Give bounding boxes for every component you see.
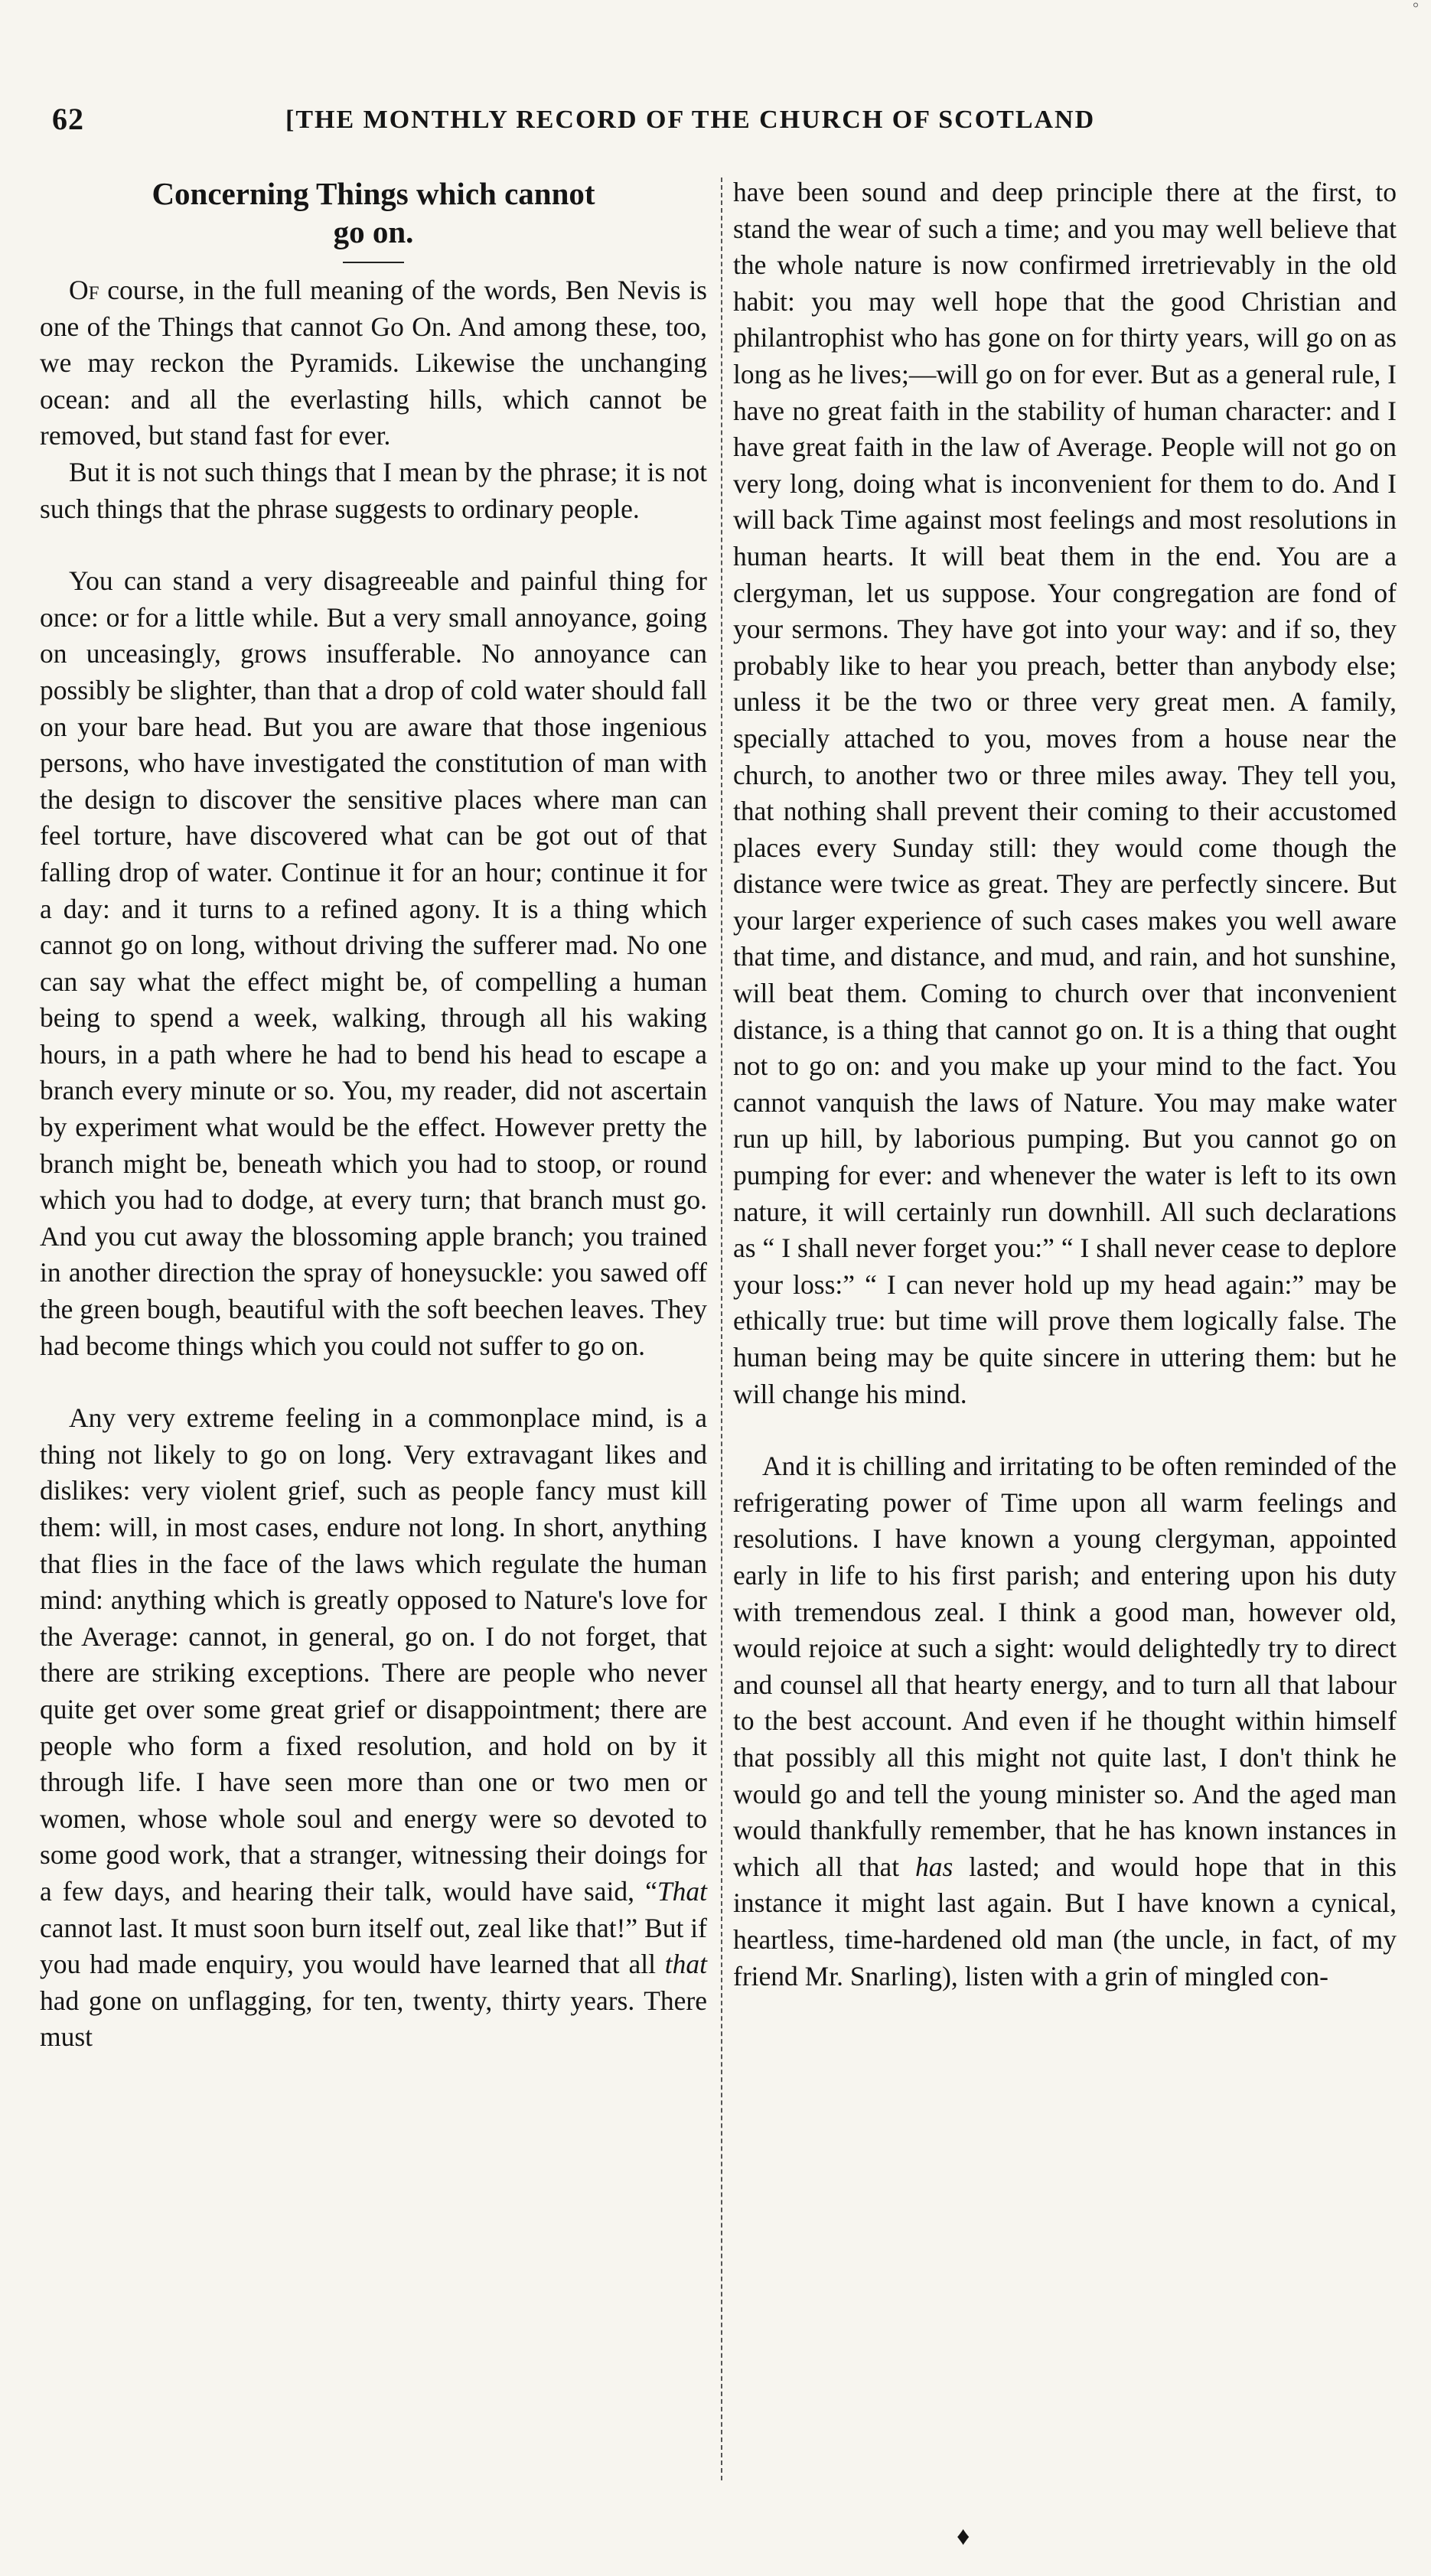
- paragraph: You can stand a very disagreeable and painful thing for once: or for a little while. But a very small annoyance, going on unceasingly, grows insufferable. No annoyance can possibly be slighter, than that a drop of cold water should fall on your bare head. But you are aware that those ingenious persons, who have investigated the constitution of man with the design to discover the sensitive places where man can feel torture, have discovered what can be got out of that falling drop of water. Continue it for an hour; continue it for a day: and it turns to a refined agony. It is a thing which cannot go on long, without driving the sufferer mad. No one can say what the effect might be, of compelling a human being to spend a week, walking, through all his waking hours, in a path where he had to bend his head to escape a branch every minute or so. You, my reader, did not ascertain by experiment what would be the effect. However pretty the branch might be, beneath which you had to stoop, or round which you had to dodge, at every turn; that branch must go. And you cut away the blossoming apple branch; you trained in another direction the spray of honeysuckle: you sawed off the green bough, beautiful with the soft beechen leaves. They had become things which you could not suffer to go on.: [40, 565, 707, 1361]
- article-title-line1: Concerning Things which cannot: [152, 176, 595, 211]
- column-divider: [721, 177, 722, 2480]
- ornament: ♦: [957, 2522, 970, 2551]
- title-rule: [343, 262, 404, 263]
- article-title: [58, 174, 689, 251]
- paragraph: [40, 272, 707, 454]
- page-number: 62: [52, 102, 84, 136]
- emphasis: has: [914, 1851, 953, 1882]
- paragraph-text: course, in the full meaning of the words, Ben Nevis is one of the Things that cannot Go On. And among these, too, we may reckon the Pyramids. Likewise the unchanging ocean: and all the everlasting hills, which cannot be removed, but stand fast for ever.: [40, 275, 707, 451]
- paragraph: [40, 1400, 707, 2056]
- paragraph-gap: [733, 1412, 1397, 1448]
- emphasis: that: [664, 1949, 707, 1980]
- left-column: [40, 174, 707, 2056]
- paragraph-text: lasted; and would hope that in this instance it might last again. But I have known a cynical, heartless, time-hardened old man (the uncle, in fact, of my friend Mr. Snarling), listen with a grin of mingled con-: [733, 1851, 1397, 1991]
- paragraph-gap: [40, 527, 707, 563]
- emphasis: That: [657, 1875, 707, 1907]
- paragraph: have been sound and deep principle there at the first, to stand the wear of such a time; and you may well believe that the whole nature is now confirmed irretrievably in the old habit: you may well hope that the good Christian and philantrophist who has gone on for thirty years, will go on as long as he lives;—will go on for ever. But as a general rule, I have no great faith in the stability of human character: and I have great faith in the law of Average. People will not go on very long, doing what is inconvenient for them to do. And I will back Time against most feelings and most resolutions in human hearts. It will beat them in the end. You are a clergyman, let us suppose. Your congregation are fond of your sermons. They have got into your way: and if so, they probably like to hear you preach, better than anybody else; unless it be the two or three very great men. A family, specially attached to you, moves from a house near the church, to another two or three miles away. They tell you, that nothing shall prevent their coming to their accustomed places every Sunday still: they would come though the distance were twice as great. They are perfectly sincere. But your larger experience of such cases makes you well aware that time, and distance, and mud, and rain, and hot sunshine, will beat them. Coming to church over that inconvenient distance, is a thing that cannot go on. It is a thing that ought not to go on: and you make up your mind to the fact. You cannot vanquish the laws of Nature. You may make water run up hill, by laborious pumping. But you cannot go on pumping for ever: and whenever the water is left to its own nature, it will certainly run downhill. All such declarations as “ I shall never forget you:” “ I shall never cease to deplore your loss:” “ I can never hold up my head again:” may be ethically true: but time will prove them logically false. The human being may be quite sincere in uttering them: but he will change his mind.: [733, 177, 1397, 1409]
- first-word: Of: [69, 275, 99, 305]
- corner-mark: °: [1413, 0, 1419, 17]
- paragraph-gap: [40, 1364, 707, 1400]
- paragraph: But it is not such things that I mean by the phrase; it is not such things that the phrase suggests to ordinary people.: [40, 456, 707, 524]
- paragraph: [733, 1448, 1397, 1995]
- paragraph-text: And it is chilling and irritating to be often reminded of the refrigerating power of Time upon all warm feelings and resolutions. I have known a young clergyman, appointed early in life to his first parish; and entering upon his duty with tremendous zeal. I think a good man, however old, would rejoice at such a sight: would delightedly try to direct and counsel all that hearty energy, and to turn all that labour to the best account. And even if he thought within himself that possibly all this might not quite last, I don't think he would go and tell the young minister so. And the aged man would thankfully remember, that he has known instances in which all that: [733, 1451, 1397, 1882]
- article-title-line2: go on.: [333, 214, 414, 249]
- paragraph-text: cannot last. It must soon burn itself out, zeal like that!” But if you had made enquiry, you would have learned that all: [40, 1912, 707, 1980]
- page-header: [52, 101, 1399, 147]
- paragraph-text: had gone on unflagging, for ten, twenty, thirty years. There must: [40, 1985, 707, 2053]
- paragraph-text: Any very extreme feeling in a commonplace mind, is a thing not likely to go on long. Very extravagant likes and dislikes: very violent grief, such as people fancy must kill them: will, in most cases, endure not long. In short, anything that flies in the face of the laws which regulate the human mind: anything which is greatly opposed to Nature's love for the Average: cannot, in general, go on. I do not forget, that there are striking exceptions. There are people who never quite get over some great grief or disappointment; there are people who form a fixed resolution, and hold on by it through life. I have seen more than one or two men or women, whose whole soul and energy were so devoted to some good work, that a stranger, witnessing their doings for a few days, and hearing their talk, would have said, “: [40, 1402, 707, 1907]
- right-column: [733, 174, 1397, 1995]
- running-head: [THE MONTHLY RECORD OF THE CHURCH OF SCOTLAND: [285, 106, 1096, 134]
